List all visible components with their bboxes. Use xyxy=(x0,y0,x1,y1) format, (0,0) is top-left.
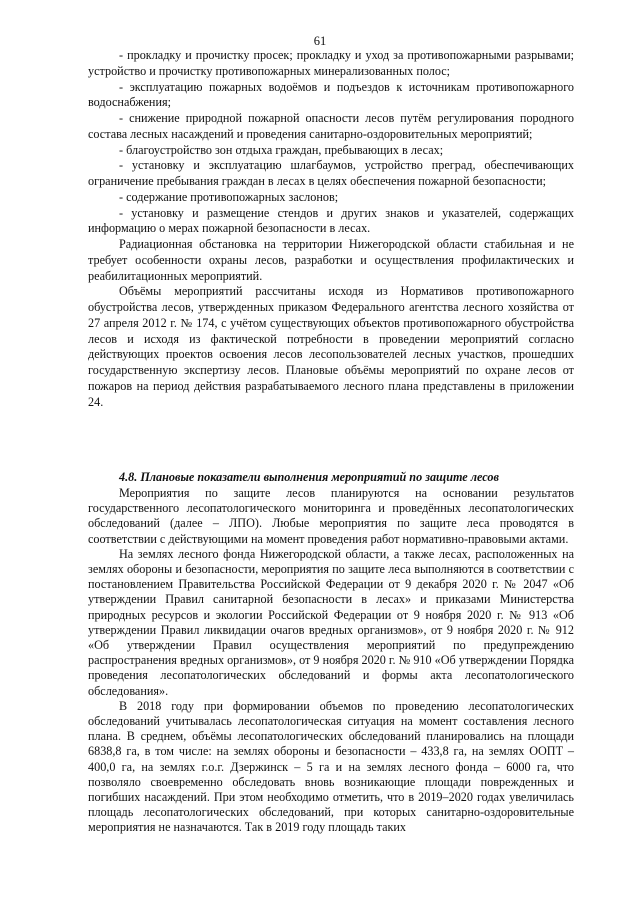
bottom-text-block xyxy=(88,486,574,836)
paragraph-barriers: - установку и эксплуатацию шлагбаумов, устройство преград, обеспечивающих ограничение пребывания граждан в лесах в целях обеспечения пожарной безопасности; xyxy=(88,158,574,188)
paragraph-fire-screens: - содержание противопожарных заслонов; xyxy=(119,189,339,204)
section-heading: 4.8. Плановые показатели выполнения мероприятий по защите лесов xyxy=(119,470,499,484)
page-number: 61 xyxy=(313,34,327,48)
paragraph-water-bodies: - эксплуатацию пожарных водоёмов и подъездов к источникам противопожарного водоснабжения; xyxy=(88,79,574,110)
paragraph-volumes: Объёмы мероприятий рассчитаны исходя из Нормативов противопожарного обустройства лесов, утвержденных приказом Федерального агентства лесного хозяйства от 27 апреля 2012 г. № 174, с учётом существующих объектов противопожарного обустройства лесов и исходя из фактической потребности в проведении мероприятий согласно действующих проектов освоения лесов лесопользователей лесных участков, прошедших государственную экспертизу лесов. Плановые объёмы мероприятий по охране лесов от пожаров на период действия разрабатываемого лесного плана представлены в приложении 24. xyxy=(88,284,574,409)
paragraph-radiation: Радиационная обстановка на территории Нижегородской области стабильная и не требует особенности охраны лесов, разработки и осуществления профилактических и реабилитационных мероприятий. xyxy=(88,237,574,283)
paragraph-recreation-zones: - благоустройство зон отдыха граждан, пребывающих в лесах; xyxy=(119,142,444,157)
paragraph-legal-acts: На землях лесного фонда Нижегородской области, а также лесах, расположенных на землях обороны и безопасности, мероприятия по защите леса выполняются в соответствии с постановлением Правительства Российской Федерации от 9 декабря 2020 г. № 2047 «Об утверждении Правил санитарной безопасности в лесах» и приказами Министерства природных ресурсов и экологии Российской Федерации от 9 ноября 2020 г. № 913 «Об утверждении Правил ликвидации очагов вредных организмов», от 9 ноября 2020 г. № 912 «Об утверждении Правил осуществления мероприятий по предупреждению распространения вредных организмов», от 9 ноября 2020 г. № 910 «Об утверждении Порядка проведения лесопатологических обследований и формы акта лесопатологического обследования». xyxy=(88,546,574,698)
paragraph-fire-hazard-reduction: - снижение природной пожарной опасности лесов путём регулирования породного состава лесных насаждений и проведения санитарно-оздоровительных мероприятий; xyxy=(88,111,574,141)
top-text-block xyxy=(88,48,574,410)
paragraph-firebreaks: - прокладку и прочистку просек; прокладку и уход за противопожарными разрывами; устройство и прочистку противопожарных минерализованных полос; xyxy=(88,48,574,78)
paragraph-signs: - установку и размещение стендов и других знаков и указателей, содержащих информацию о мерах пожарной безопасности в лесах. xyxy=(88,205,574,236)
paragraph-2018-surveys: В 2018 году при формировании объемов по проведению лесопатологических обследований учитывалась лесопатологическая ситуация на момент составления лесного плана. В среднем, объёмы лесопатологических обследований планировались на площади 6838,8 га, в том числе: на землях обороны и безопасности – 433,8 га, на землях ООПТ – 400,0 га, на землях г.о.г. Дзержинск – 5 га и на землях лесного фонда – 6000 га, что позволяло своевременно обследовать вновь возникающие площади поврежденных и погибших насаждений. При этом необходимо отметить, что в 2019–2020 годах увеличилась площадь лесопатологических обследований, при которых санитарно-оздоровительные мероприятия не назначаются. Так в 2019 году площадь таких xyxy=(88,698,574,835)
paragraph-protection-basis: Мероприятия по защите лесов планируются на основании результатов государственного лесопатологического мониторинга и проведённых лесопатологических обследований (далее – ЛПО). Любые мероприятия по защите леса проводятся в соответствии с действующими на момент проведения работ нормативно-правовыми актами. xyxy=(88,486,574,546)
